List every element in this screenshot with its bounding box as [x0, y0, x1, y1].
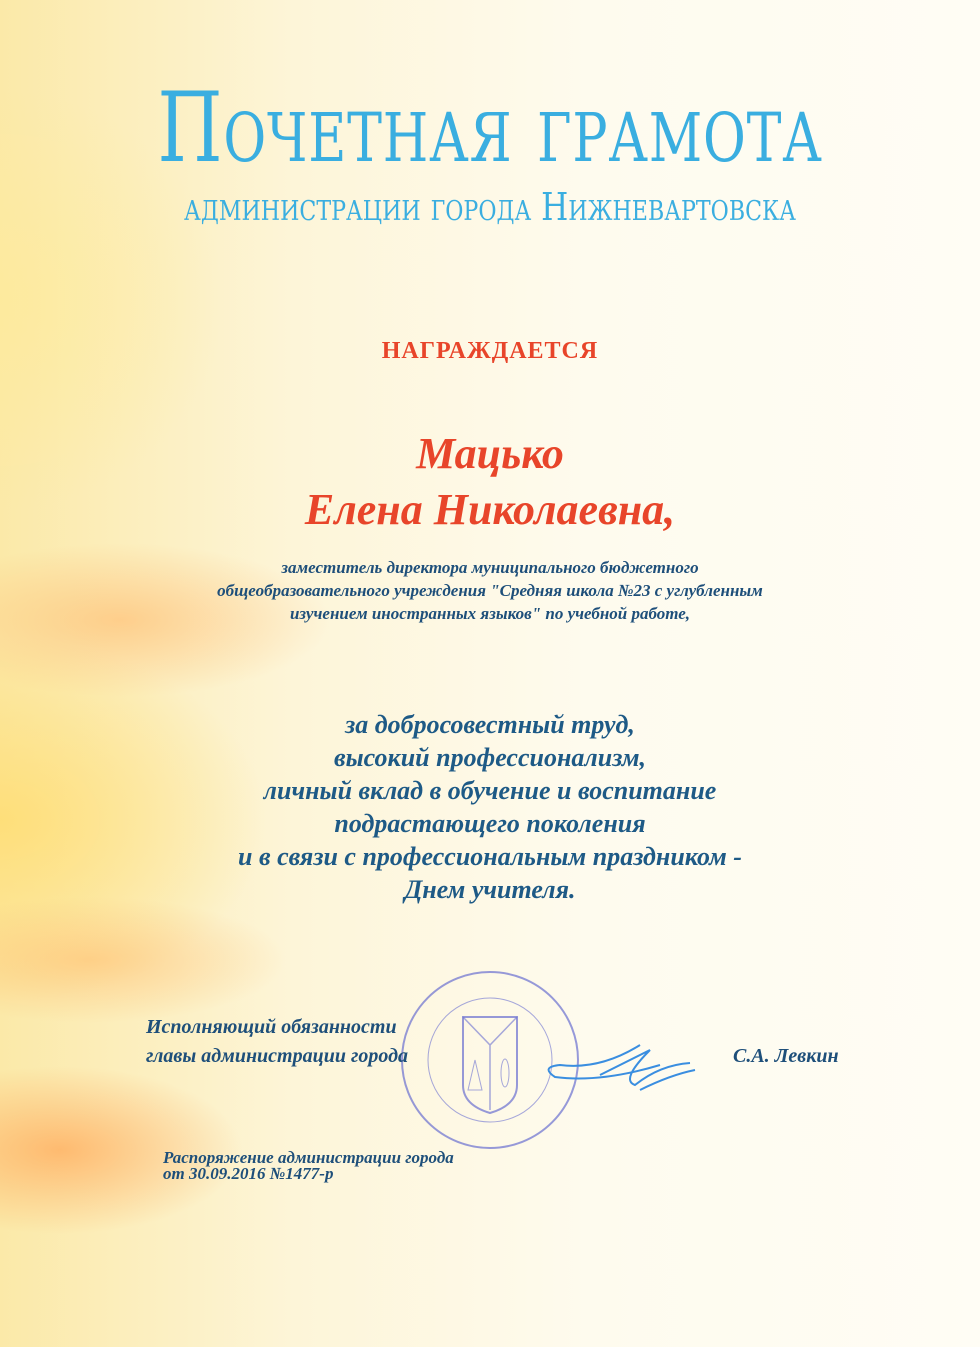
recipient-surname: Мацько — [416, 429, 564, 478]
order-reference — [163, 1150, 454, 1182]
award-reason — [0, 708, 980, 906]
signatory-name: С.А. Левкин — [733, 1045, 839, 1067]
order-line: Распоряжение администрации города — [163, 1148, 454, 1167]
recipient-position — [0, 556, 980, 625]
signatory-title-line: главы администрации города — [146, 1045, 409, 1067]
reason-line: подрастающего поколения — [334, 809, 646, 838]
reason-line: за добросовестный труд, — [345, 710, 635, 739]
position-line: изучением иностранных языков" по учебной работе, — [289, 604, 691, 623]
signatory-title — [146, 1013, 408, 1071]
certificate-subtitle: администрации города Нижневартовска — [184, 185, 796, 229]
reason-line: высокий профессионализм, — [334, 743, 646, 772]
recipient-given-names: Елена Николаевна, — [304, 485, 676, 534]
reason-line: личный вклад в обучение и воспитание — [263, 776, 717, 805]
position-line: общеобразовательного учреждения "Средняя школа №23 с углубленным — [217, 581, 763, 600]
reason-line: и в связи с профессиональным праздником - — [238, 842, 742, 871]
order-line: от 30.09.2016 №1477-р — [163, 1164, 334, 1183]
reason-line: Днем учителя. — [404, 875, 576, 904]
handwritten-signature — [540, 1035, 710, 1105]
signatory-title-line: Исполняющий обязанности — [146, 1016, 397, 1038]
position-line: заместитель директора муниципального бюджетного — [281, 558, 699, 577]
awarded-label: НАГРАЖДАЕТСЯ — [381, 338, 599, 364]
certificate-title: Почетная грамота — [157, 72, 823, 184]
